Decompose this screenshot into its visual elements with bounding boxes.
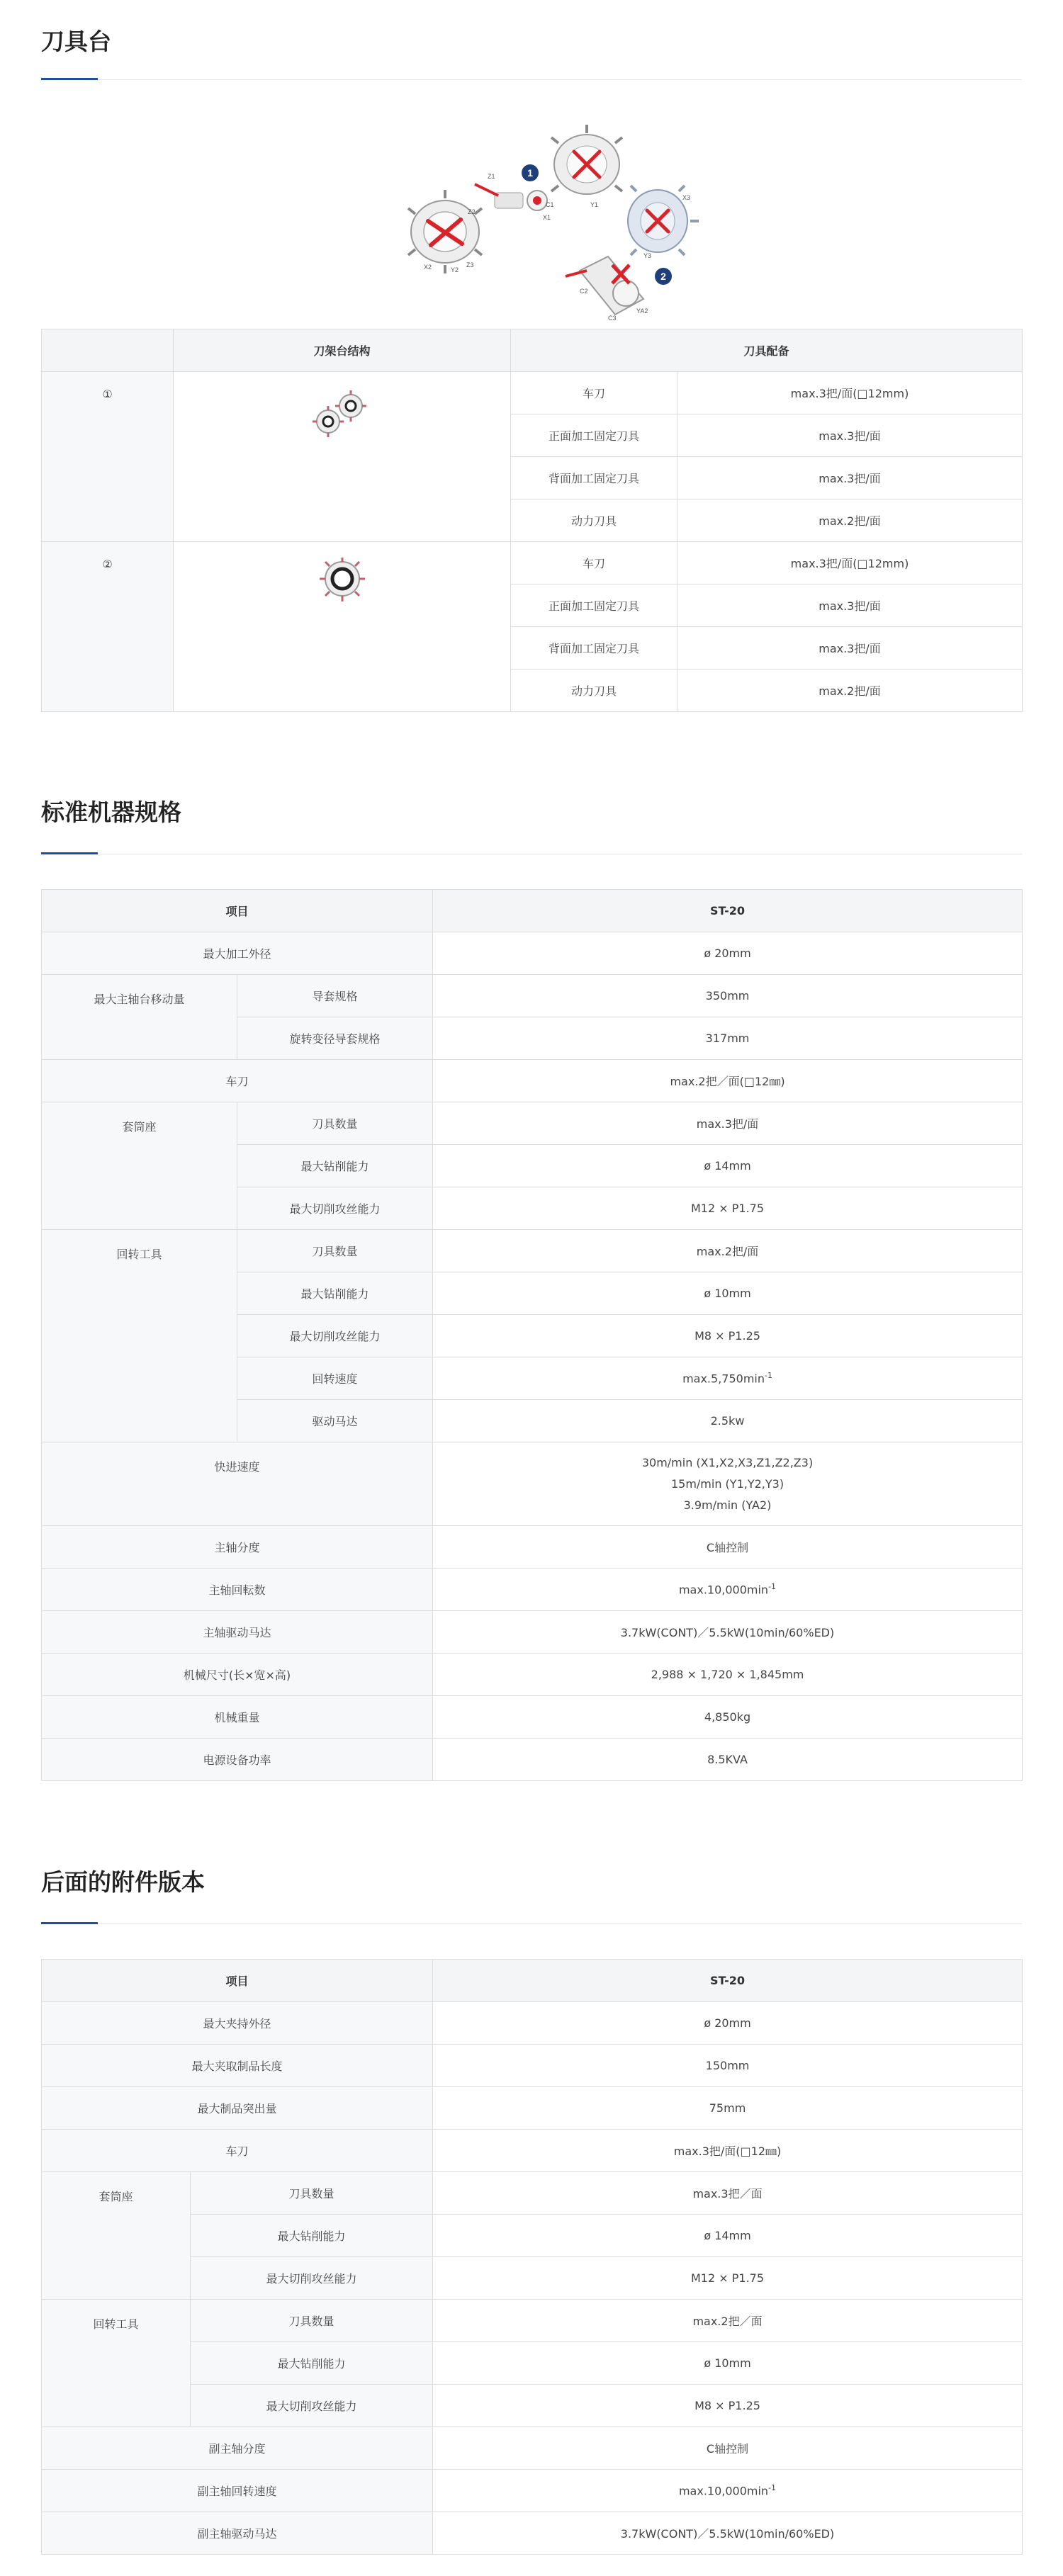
spec-label: 车刀 (42, 2130, 433, 2172)
spec-group-label: 回转工具 (42, 2300, 191, 2427)
spec-label: 主轴驱动马达 (42, 1611, 433, 1654)
spec-label: 最大切削攻丝能力 (237, 1315, 433, 1357)
single-turret-thumbnail (307, 558, 378, 614)
tool-type: 车刀 (511, 372, 677, 414)
spec-value: max.3把／面 (433, 2172, 1023, 2215)
spec-value: ø 14mm (433, 2215, 1023, 2257)
spec-value: max.2把／面 (433, 2300, 1023, 2342)
spec-label: 主轴回転数 (42, 1569, 433, 1611)
spec-label: 刀具数量 (237, 1102, 433, 1145)
spec-value: M12 × P1.75 (433, 1187, 1023, 1230)
tool-spec: max.2把/面 (677, 499, 1023, 542)
spec-value: ø 10mm (433, 2342, 1023, 2385)
spec-label: 机械重量 (42, 1696, 433, 1739)
table-row (42, 1654, 1023, 1696)
table-row (42, 1230, 1023, 1272)
table-row (42, 1442, 1023, 1526)
spec-label: 快进速度 (42, 1442, 433, 1526)
spec-label: 主轴分度 (42, 1526, 433, 1569)
axis-label: C2 (580, 288, 588, 295)
back-attachment-table (41, 1959, 1023, 2555)
table-row (42, 1739, 1023, 1781)
spec-value: C轴控制 (433, 2427, 1023, 2470)
spec-value: ø 10mm (433, 1272, 1023, 1315)
spec-value: $\max.10,000\min^{-1}$ (433, 1569, 1023, 1611)
table-row (42, 2172, 1023, 2215)
spec-label: 回转速度 (237, 1357, 433, 1400)
spec-value: max.2把／面(□12㎜) (433, 1060, 1023, 1102)
tool-type: 正面加工固定刀具 (511, 414, 677, 457)
tool-spec: max.3把/面(□12mm) (677, 542, 1023, 584)
twin-turret-thumbnail (307, 388, 378, 444)
main-spindle (475, 184, 547, 210)
spec-group-label: 回转工具 (42, 1230, 237, 1442)
spec-value: ø 20mm (433, 932, 1023, 975)
back-attachment-section (41, 1870, 1022, 2565)
turret-structure-cell (174, 542, 511, 712)
section-title-tool-holder: 刀具台 (41, 28, 111, 55)
spec-label: 机械尺寸(长×宽×高) (42, 1654, 433, 1696)
spec-value: max.2把/面 (433, 1230, 1023, 1272)
group-id: ② (42, 542, 174, 712)
spec-value: max.3把/面 (433, 1102, 1023, 1145)
table-row (42, 2087, 1023, 2130)
table-row (42, 1611, 1023, 1654)
spec-value: 8.5KVA (433, 1739, 1023, 1781)
spec-label: 刀具数量 (191, 2300, 433, 2342)
table-row (42, 2512, 1023, 2555)
title-divider (41, 1923, 1022, 1924)
table-header (42, 329, 174, 372)
spec-value: 2.5kw (433, 1400, 1023, 1442)
spec-label: 车刀 (42, 1060, 433, 1102)
spec-label: 最大钻削能力 (191, 2215, 433, 2257)
spec-value: ø 14mm (433, 1145, 1023, 1187)
spec-value-multiline: 30m/min (X1,X2,X3,Z1,Z2,Z3) 15m/min (Y1,Y2,Y3) 3.9m/min (YA2) (433, 1442, 1023, 1526)
spec-value: $\max.5,750\min^{-1}$ (433, 1357, 1023, 1400)
table-row (42, 2002, 1023, 2045)
table-header: ST-20 (433, 890, 1023, 932)
group-id: ① (42, 372, 174, 542)
axis-label: Z3 (466, 261, 474, 269)
tool-spec: max.2把/面 (677, 670, 1023, 712)
spec-value: C轴控制 (433, 1526, 1023, 1569)
sub-spindle (566, 256, 643, 315)
axis-label: Y1 (590, 201, 599, 208)
spec-value: 317mm (433, 1017, 1023, 1060)
upper-turret (551, 125, 622, 194)
spec-label: 副主轴分度 (42, 2427, 433, 2470)
table-header: 刀具配备 (511, 329, 1023, 372)
spec-label: 导套规格 (237, 975, 433, 1017)
table-header: ST-20 (433, 1960, 1023, 2002)
spec-value: 3.7kW(CONT)／5.5kW(10min/60%ED) (433, 2512, 1023, 2555)
spec-label: 刀具数量 (237, 1230, 433, 1272)
standard-spec-section (41, 798, 1022, 1792)
svg-text:2: 2 (660, 271, 666, 282)
spec-value: M8 × P1.25 (433, 1315, 1023, 1357)
spec-label: 最大制品突出量 (42, 2087, 433, 2130)
spec-label: 最大夹取制品长度 (42, 2045, 433, 2087)
table-row (42, 1102, 1023, 1145)
table-row (42, 1569, 1023, 1611)
spec-label: 最大切削攻丝能力 (191, 2385, 433, 2427)
table-row (42, 2427, 1023, 2470)
axis-label: Z1 (488, 173, 495, 180)
spec-group-label: 套筒座 (42, 1102, 237, 1230)
turret-structure-cell (174, 372, 511, 542)
table-row (42, 1696, 1023, 1739)
tool-spec: max.3把/面 (677, 584, 1023, 627)
table-row (42, 1526, 1023, 1569)
spec-label: 驱动马达 (237, 1400, 433, 1442)
axis-label: C3 (608, 315, 617, 322)
table-header: 项目 (42, 890, 433, 932)
table-row (42, 2300, 1023, 2342)
spec-label: 最大切削攻丝能力 (191, 2257, 433, 2300)
spec-label: 副主轴驱动马达 (42, 2512, 433, 2555)
tool-type: 动力刀具 (511, 670, 677, 712)
spec-value: 3.7kW(CONT)／5.5kW(10min/60%ED) (433, 1611, 1023, 1654)
tool-type: 车刀 (511, 542, 677, 584)
table-row (42, 372, 1023, 414)
axis-label: X3 (682, 194, 691, 201)
table-row (42, 2045, 1023, 2087)
spec-group-label: 套筒座 (42, 2172, 191, 2300)
table-header: 项目 (42, 1960, 433, 2002)
spec-label: 旋转变径导套规格 (237, 1017, 433, 1060)
badge-2 (655, 268, 672, 285)
spec-label: 刀具数量 (191, 2172, 433, 2215)
axis-label: Y2 (451, 266, 459, 273)
spec-value: 2,988 × 1,720 × 1,845mm (433, 1654, 1023, 1696)
spec-group-label: 最大主轴台移动量 (42, 975, 237, 1060)
turret-diagram (41, 108, 1022, 349)
tool-spec: max.3把/面 (677, 414, 1023, 457)
table-row (42, 1060, 1023, 1102)
spec-label: 最大加工外径 (42, 932, 433, 975)
axis-label: X2 (424, 264, 432, 271)
badge-1 (522, 164, 539, 181)
spec-label: 最大切削攻丝能力 (237, 1187, 433, 1230)
tool-config-table (41, 329, 1023, 712)
axis-label: X1 (543, 214, 551, 221)
spec-value: $\max.10,000\min^{-1}$ (433, 2470, 1023, 2512)
spec-value: ø 20mm (433, 2002, 1023, 2045)
spec-value: 75mm (433, 2087, 1023, 2130)
tool-type: 正面加工固定刀具 (511, 584, 677, 627)
spec-value: 150mm (433, 2045, 1023, 2087)
table-row (42, 932, 1023, 975)
spec-label: 最大夹持外径 (42, 2002, 433, 2045)
spec-value: 4,850kg (433, 1696, 1023, 1739)
spec-value: max.3把/面(□12㎜) (433, 2130, 1023, 2172)
section-title-back-attachment: 后面的附件版本 (41, 1868, 205, 1896)
table-row (42, 542, 1023, 584)
spec-label: 最大钻削能力 (237, 1272, 433, 1315)
axis-label: YA2 (636, 307, 648, 315)
tool-type: 背面加工固定刀具 (511, 457, 677, 499)
spec-label: 最大钻削能力 (191, 2342, 433, 2385)
svg-text:1: 1 (527, 167, 533, 179)
spec-value: M12 × P1.75 (433, 2257, 1023, 2300)
table-row (42, 975, 1023, 1017)
section-title-standard-spec: 标准机器规格 (41, 798, 181, 826)
title-divider (41, 79, 1022, 80)
title-accent-bar (41, 1922, 98, 1924)
tool-type: 动力刀具 (511, 499, 677, 542)
tool-spec: max.3把/面 (677, 457, 1023, 499)
tool-spec: max.3把/面 (677, 627, 1023, 670)
tool-spec: max.3把/面(□12mm) (677, 372, 1023, 414)
axis-label: Z2 (468, 208, 476, 215)
tool-holder-section (41, 30, 1022, 724)
table-row (42, 2130, 1023, 2172)
axis-label: Y3 (643, 252, 652, 259)
table-row (42, 2470, 1023, 2512)
table-header: 刀架台结构 (174, 329, 511, 372)
spec-value: M8 × P1.25 (433, 2385, 1023, 2427)
title-accent-bar (41, 78, 98, 80)
standard-spec-table (41, 889, 1023, 1781)
axis-label: C1 (546, 201, 554, 208)
spec-label: 副主轴回转速度 (42, 2470, 433, 2512)
title-accent-bar (41, 852, 98, 854)
spec-label: 电源设备功率 (42, 1739, 433, 1781)
tool-type: 背面加工固定刀具 (511, 627, 677, 670)
spec-label: 最大钻削能力 (237, 1145, 433, 1187)
spec-value: 350mm (433, 975, 1023, 1017)
